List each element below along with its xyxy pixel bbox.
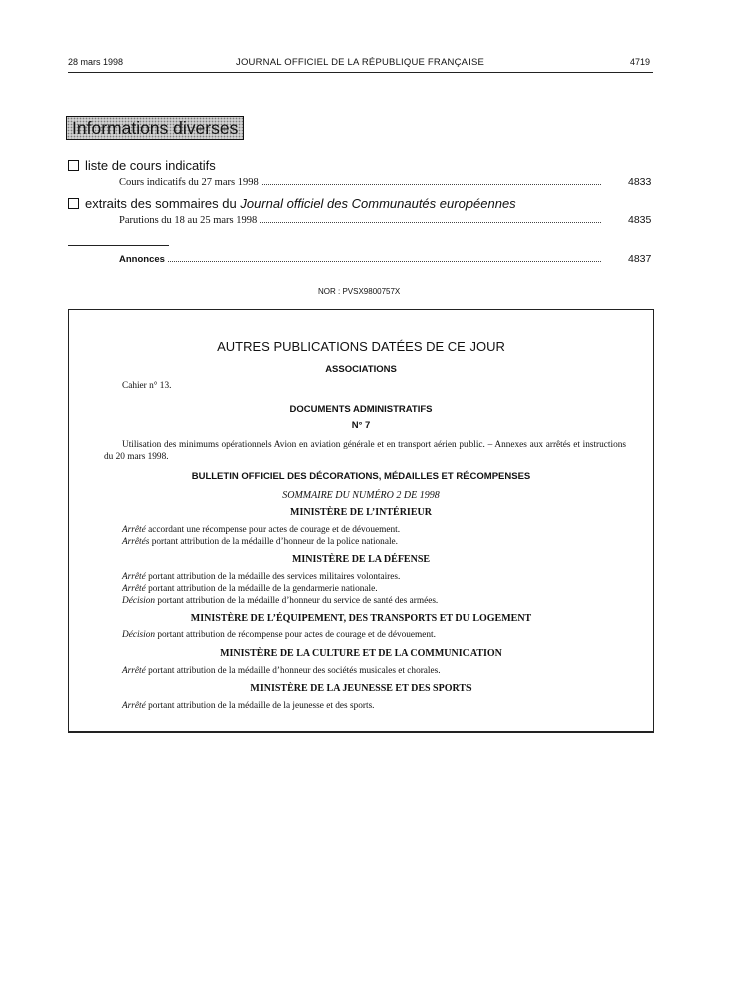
entry-body: portant attribution de la médaille d’honneur de la police nationale. — [149, 537, 398, 547]
leader-dots — [260, 221, 601, 223]
entry-text — [122, 584, 378, 596]
leader-dots — [262, 183, 601, 185]
entry-body: portant attribution de la médaille d’honneur des sociétés musicales et chorales. — [145, 666, 441, 676]
entry-text — [122, 666, 441, 678]
docs-admin-number: N° 7 — [351, 420, 371, 431]
leader-dots — [168, 260, 601, 262]
section-title: Informations diverses — [66, 116, 244, 140]
toc-heading-text: extraits des sommaires du — [85, 196, 241, 211]
bulletin-heading: BULLETIN OFFICIEL DES DÉCORATIONS, MÉDAILLES ET RÉCOMPENSES — [191, 471, 531, 482]
toc-item-cours-page: 4833 — [628, 176, 652, 188]
ministry-heading: MINISTÈRE DE LA CULTURE ET DE LA COMMUNICATION — [220, 648, 502, 659]
toc-heading-text: liste de cours indicatifs — [85, 158, 216, 173]
cahier-number: Cahier n° 13. — [122, 381, 172, 391]
header-rule — [68, 72, 653, 73]
toc-item-cours-line[interactable] — [119, 177, 604, 189]
entry-text — [122, 525, 400, 537]
ministry-heading: MINISTÈRE DE L’ÉQUIPEMENT, DES TRANSPORTS ET DU LOGEMENT — [190, 613, 532, 624]
frame-bottom-rule — [68, 731, 654, 732]
associations-heading: ASSOCIATIONS — [325, 364, 397, 375]
entry-body: accordant une récompense pour actes de courage et de dévouement. — [145, 525, 401, 535]
entry-body: portant attribution de la médaille de la gendarmerie nationale. — [145, 584, 378, 594]
ministry-heading: MINISTÈRE DE LA JEUNESSE ET DES SPORTS — [250, 683, 472, 694]
entry-lead: Décision — [122, 596, 156, 606]
header-date: 28 mars 1998 — [68, 57, 124, 67]
toc-item-sommaires-page: 4835 — [628, 214, 652, 226]
header-page-number: 4719 — [630, 57, 651, 67]
docs-admin-text: Utilisation des minimums opérationnels Avion en aviation générale et en transport aérien public. – Annexes aux arrêtés et instructions du 20 mars 1998. — [104, 440, 626, 462]
nor-reference: NOR : PVSX9800757X — [318, 287, 401, 296]
entry-text — [122, 701, 375, 713]
toc-line-text: Parutions du 18 au 25 mars 1998 — [119, 215, 258, 226]
ministry-heading: MINISTÈRE DE L’INTÉRIEUR — [290, 507, 432, 518]
toc-line-text: Cours indicatifs du 27 mars 1998 — [119, 177, 259, 188]
checkbox-square-icon — [68, 198, 79, 209]
sommaire-heading: SOMMAIRE DU NUMÉRO 2 DE 1998 — [282, 490, 440, 501]
toc-item-cours-heading — [68, 158, 216, 174]
entry-body: portant attribution de récompense pour actes de courage et de dévouement. — [155, 630, 436, 640]
docs-admin-heading: DOCUMENTS ADMINISTRATIFS — [289, 404, 433, 415]
entry-text — [122, 537, 398, 549]
checkbox-square-icon — [68, 160, 79, 171]
entry-lead: Arrêté — [122, 584, 146, 594]
entry-text — [122, 572, 400, 584]
entry-body: portant attribution de la médaille d’honneur du service de santé des armées. — [155, 596, 439, 606]
entry-body: portant attribution de la médaille des services militaires volontaires. — [145, 572, 401, 582]
entry-lead: Arrêtés — [122, 537, 150, 547]
entry-body: portant attribution de la médaille de la jeunesse et des sports. — [145, 701, 375, 711]
toc-separator-rule — [68, 245, 169, 246]
ministry-heading: MINISTÈRE DE LA DÉFENSE — [291, 554, 431, 565]
entry-text — [122, 630, 436, 642]
toc-item-annonces-page: 4837 — [628, 253, 652, 265]
entry-lead: Décision — [122, 630, 156, 640]
toc-item-annonces[interactable] — [119, 254, 604, 266]
header-journal-title: JOURNAL OFFICIEL DE LA RÉPUBLIQUE FRANÇAISE — [236, 57, 485, 68]
entry-lead: Arrêté — [122, 572, 146, 582]
frame-title: AUTRES PUBLICATIONS DATÉES DE CE JOUR — [217, 339, 505, 354]
entry-lead: Arrêté — [122, 701, 146, 711]
entry-text — [122, 596, 438, 608]
toc-heading-italic: Journal officiel des Communautés européennes — [240, 196, 516, 211]
entry-lead: Arrêté — [122, 666, 146, 676]
toc-item-sommaires-heading — [68, 196, 516, 212]
entry-lead: Arrêté — [122, 525, 146, 535]
annonces-label: Annonces — [119, 254, 165, 265]
toc-item-sommaires-line[interactable] — [119, 215, 604, 227]
